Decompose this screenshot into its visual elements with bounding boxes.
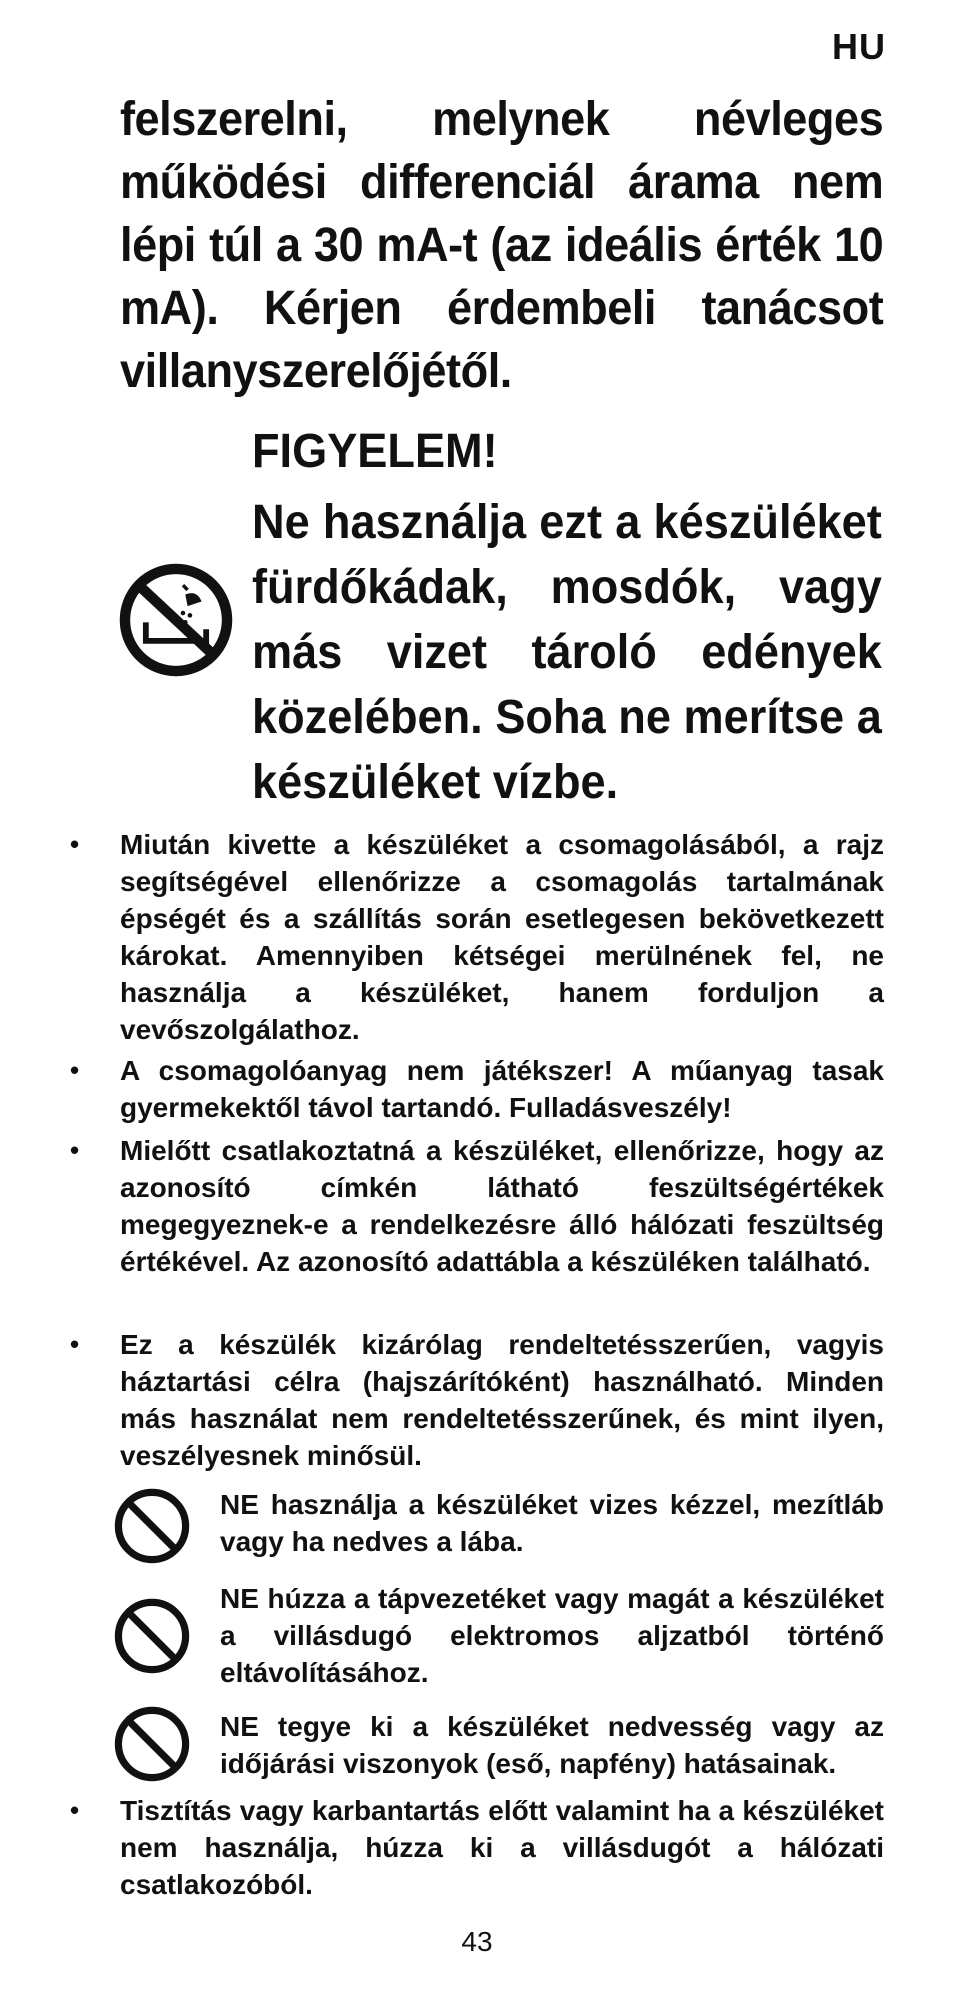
bullet-marker: •: [70, 829, 80, 859]
page-number: 43: [461, 1926, 493, 1957]
list-item: [70, 1326, 884, 1474]
bullet-text: A csomagolóanyag nem játékszer! A műanyag tasak gyermekektől távol tartandó. Fulladásveszély!: [120, 1055, 884, 1123]
prohibition-icon: [112, 1704, 192, 1784]
warning-title: FIGYELEM!: [252, 425, 498, 478]
bullet-marker: •: [70, 1135, 80, 1165]
bullet-text: Ez a készülék kizárólag rendeltetésszerűen, vagyis háztartási célra (hajszárítóként) használható. Minden más használat nem rendeltetésszerűnek, és mint ilyen, veszélyesnek minősül.: [120, 1329, 884, 1471]
prohibition-icon: [112, 1486, 192, 1566]
list-item: [70, 1132, 884, 1280]
bullet-text: Mielőtt csatlakoztatná a készüléket, ellenőrizze, hogy az azonosító címkén látható feszültségértékek megegyeznek-e a rendelkezésre álló hálózati feszültség értékével. Az azonosító adattábla a készüléken található.: [120, 1135, 884, 1277]
bullet-text: Miután kivette a készüléket a csomagolásából, a rajz segítségével ellenőrizze a csomagolás tartalmának épségét és a szállítás során esetlegesen bekövetkezett károkat. Amennyiben kétségei merülnének fel, ne használja a készüléket, hanem forduljon a vevőszolgálathoz.: [120, 829, 884, 1045]
prohibition-text: NE tegye ki a készüléket nedvesség vagy az időjárási viszonyok (eső, napfény) hatásainak.: [220, 1711, 884, 1779]
language-code: HU: [832, 26, 886, 67]
list-item: [70, 1792, 884, 1903]
prohibition-icon: [112, 1596, 192, 1676]
bullet-text: Tisztítás vagy karbantartás előtt valamint ha a készüléket nem használja, húzza ki a villásdugót a hálózati csatlakozóból.: [120, 1795, 884, 1900]
intro-paragraph: felszerelni, melynek névleges működési differenciál árama nem lépi túl a 30 mA-t (az ideális érték 10 mA). Kérjen érdembeli tanácsot villanyszerelőjétől.: [120, 93, 884, 398]
prohibition-text: NE húzza a tápvezetéket vagy magát a készüléket a villásdugó elektromos aljzatból történő eltávolításához.: [220, 1583, 884, 1688]
warning-body: Ne használja ezt a készüléket fürdőkádak, mosdók, vagy más vizet tároló edények közelében. Soha ne merítse a készüléket vízbe.: [252, 496, 882, 809]
bullet-marker: •: [70, 1329, 80, 1359]
no-water-bathtub-icon: [118, 562, 234, 678]
list-item: [70, 1052, 884, 1126]
prohibition-text: NE használja a készüléket vizes kézzel, mezítláb vagy ha nedves a lába.: [220, 1489, 884, 1557]
bullet-marker: •: [70, 1795, 80, 1825]
bullet-marker: •: [70, 1055, 80, 1085]
list-item: [70, 826, 884, 1048]
